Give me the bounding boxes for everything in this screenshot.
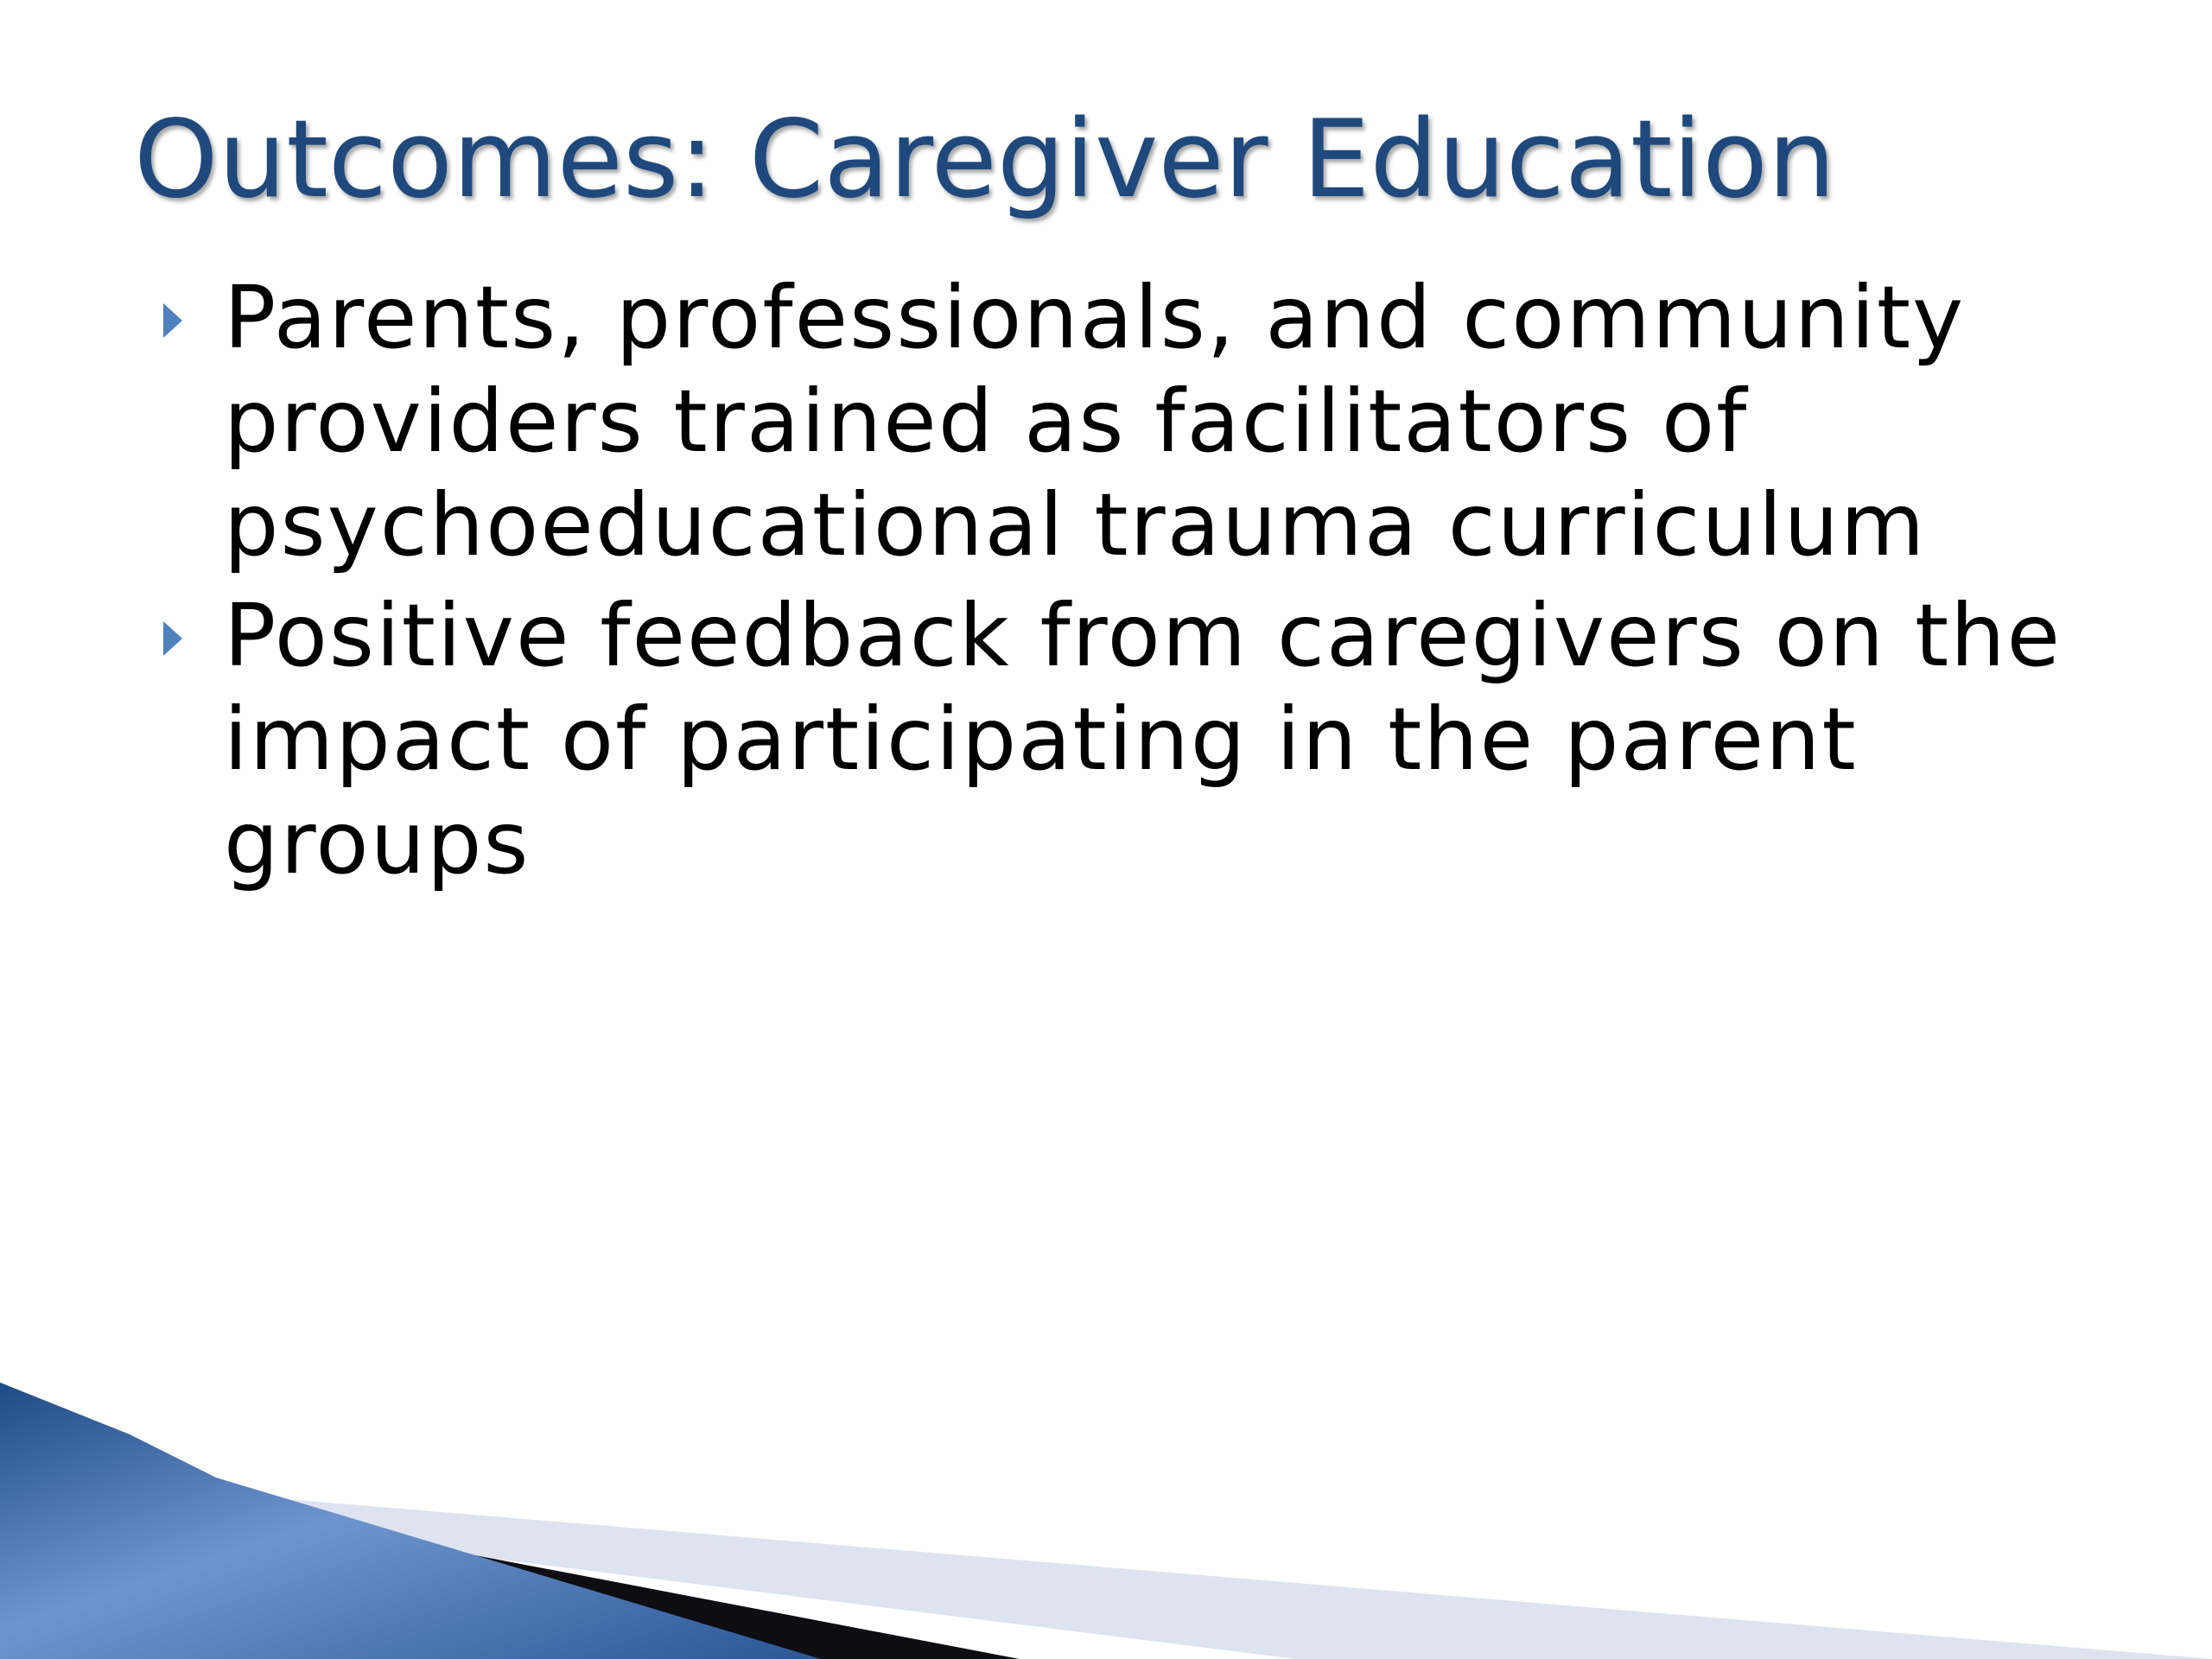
- slide-title: Outcomes: Caregiver Education: [134, 98, 1836, 222]
- bullet-line: Parents, professionals, and community: [224, 267, 1966, 368]
- bullet-item: [160, 584, 2147, 895]
- bullet-line: psychoeducational trauma curriculum: [224, 474, 1927, 575]
- footer-swoosh-decoration: [0, 1382, 2212, 1659]
- triangle-right-icon: [163, 621, 182, 656]
- bullet-line: providers trained as facilitators of: [224, 371, 1749, 472]
- bullet-line: Positive feedback from caregivers on the: [224, 585, 2063, 686]
- triangle-right-icon: [163, 303, 182, 338]
- bullet-line: impact of participating in the parent groups: [224, 689, 1858, 893]
- bullet-item: [160, 266, 2147, 577]
- bullet-list: [160, 266, 2147, 902]
